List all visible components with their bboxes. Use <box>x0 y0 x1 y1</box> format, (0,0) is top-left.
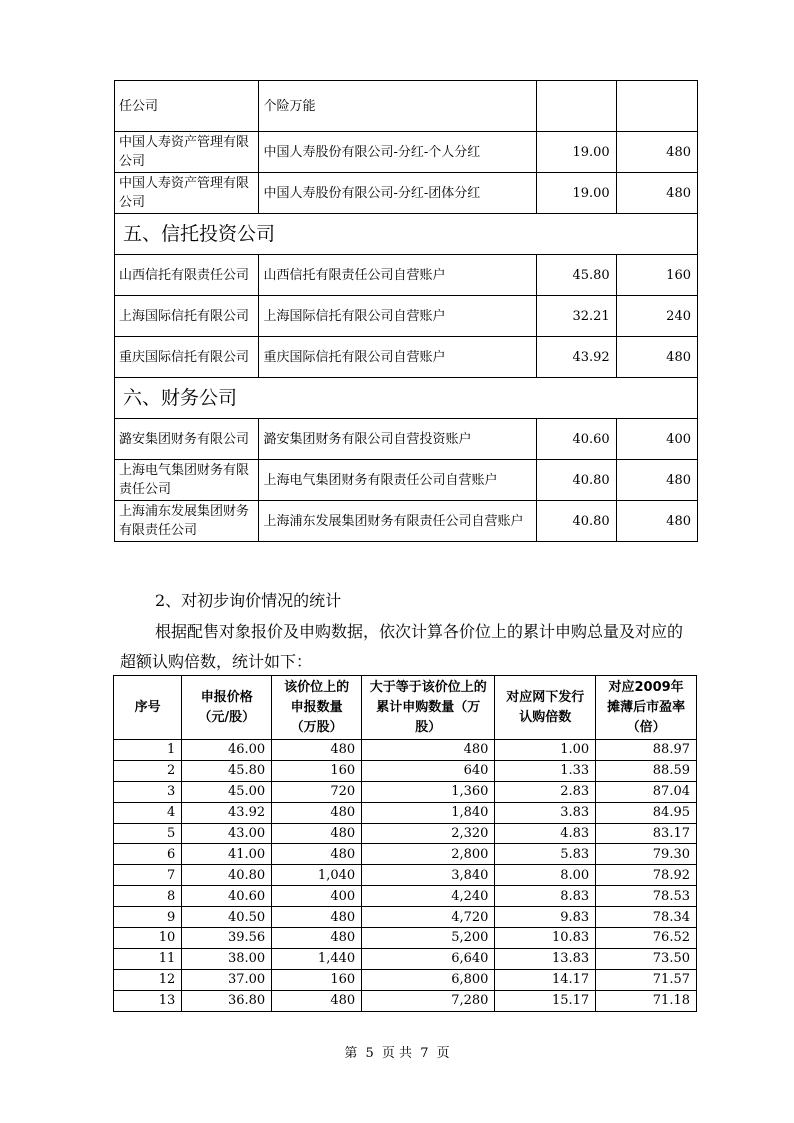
quantity-cell: 240 <box>616 296 697 337</box>
quantity-cell: 160 <box>272 969 362 990</box>
cumulative-cell: 2,800 <box>362 844 495 865</box>
price-cell: 43.92 <box>182 802 272 823</box>
table-row <box>115 173 698 214</box>
allocation-table <box>114 80 698 542</box>
account-cell: 中国人寿股份有限公司-分红-团体分红 <box>259 173 537 214</box>
index-cell: 12 <box>114 969 182 990</box>
index-cell: 1 <box>114 740 182 761</box>
footer-total-pages: 7 <box>420 1046 429 1061</box>
quantity-cell: 1,040 <box>272 865 362 886</box>
multiple-cell: 15.17 <box>495 990 596 1011</box>
cumulative-cell: 5,200 <box>362 928 495 949</box>
account-cell: 中国人寿股份有限公司-分红-个人分红 <box>259 132 537 173</box>
pe-cell: 78.92 <box>596 865 697 886</box>
section-title: 六、财务公司 <box>115 378 698 419</box>
multiple-cell: 14.17 <box>495 969 596 990</box>
pe-cell: 79.30 <box>596 844 697 865</box>
table-row <box>114 865 697 886</box>
price-cell: 41.00 <box>182 844 272 865</box>
pe-cell: 78.53 <box>596 886 697 907</box>
table-row <box>114 969 697 990</box>
multiple-cell: 9.83 <box>495 907 596 928</box>
quantity-cell: 720 <box>272 781 362 802</box>
price-cell: 43.92 <box>537 337 616 378</box>
section-title: 五、信托投资公司 <box>115 214 698 255</box>
subscription-table-body <box>114 740 697 1012</box>
quantity-cell: 480 <box>616 460 697 501</box>
price-cell: 45.80 <box>537 255 616 296</box>
cumulative-cell: 3,840 <box>362 865 495 886</box>
price-cell: 40.80 <box>182 865 272 886</box>
footer-label-post: 页 <box>436 1046 450 1061</box>
index-cell: 9 <box>114 907 182 928</box>
company-cell: 重庆国际信托有限公司 <box>115 337 259 378</box>
table-row <box>114 823 697 844</box>
pe-cell: 88.97 <box>596 740 697 761</box>
price-cell: 40.80 <box>537 501 616 542</box>
quantity-cell: 480 <box>272 844 362 865</box>
table-row <box>114 928 697 949</box>
page-footer <box>0 1042 794 1061</box>
company-cell: 上海电气集团财务有限责任公司 <box>115 460 259 501</box>
quantity-cell: 160 <box>616 255 697 296</box>
multiple-cell: 2.83 <box>495 781 596 802</box>
section-heading-statistics: 2、对初步询价情况的统计 <box>155 591 342 610</box>
quantity-cell: 400 <box>272 886 362 907</box>
table-row <box>114 760 697 781</box>
table-row <box>114 907 697 928</box>
section-row <box>115 378 698 419</box>
quantity-cell: 480 <box>616 501 697 542</box>
index-cell: 8 <box>114 886 182 907</box>
price-cell: 43.00 <box>182 823 272 844</box>
price-cell: 45.00 <box>182 781 272 802</box>
multiple-cell: 4.83 <box>495 823 596 844</box>
price-cell: 37.00 <box>182 969 272 990</box>
cumulative-cell: 4,720 <box>362 907 495 928</box>
footer-label-mid: 页 共 <box>381 1046 413 1061</box>
cumulative-cell: 2,320 <box>362 823 495 844</box>
pe-cell: 84.95 <box>596 802 697 823</box>
table-row <box>115 296 698 337</box>
pe-cell: 83.17 <box>596 823 697 844</box>
pe-cell: 71.18 <box>596 990 697 1011</box>
account-cell: 个险万能 <box>259 81 537 132</box>
table-row <box>115 460 698 501</box>
quantity-cell: 480 <box>616 173 697 214</box>
paragraph-line-1: 根据配售对象报价及申购数据，依次计算各价位上的累计申购总量及对应的 <box>155 622 684 641</box>
allocation-table-body <box>115 81 698 542</box>
index-cell: 11 <box>114 948 182 969</box>
index-cell: 10 <box>114 928 182 949</box>
company-cell: 中国人寿资产管理有限公司 <box>115 132 259 173</box>
paragraph-line-2: 超额认购倍数，统计如下： <box>120 652 313 671</box>
price-cell: 40.60 <box>182 886 272 907</box>
price-cell: 40.80 <box>537 460 616 501</box>
table-row <box>114 802 697 823</box>
header-pe: 对应2009年摊薄后市盈率（倍） <box>596 676 697 740</box>
table-row <box>114 948 697 969</box>
price-cell: 32.21 <box>537 296 616 337</box>
index-cell: 13 <box>114 990 182 1011</box>
pe-cell: 73.50 <box>596 948 697 969</box>
table-header-row <box>114 676 697 740</box>
cumulative-cell: 480 <box>362 740 495 761</box>
quantity-cell: 480 <box>272 740 362 761</box>
index-cell: 3 <box>114 781 182 802</box>
header-price: 申报价格（元/股） <box>182 676 272 740</box>
account-cell: 山西信托有限责任公司自营账户 <box>259 255 537 296</box>
multiple-cell: 3.83 <box>495 802 596 823</box>
pe-cell: 71.57 <box>596 969 697 990</box>
cumulative-cell: 6,640 <box>362 948 495 969</box>
pe-cell: 88.59 <box>596 760 697 781</box>
index-cell: 2 <box>114 760 182 781</box>
price-cell: 39.56 <box>182 928 272 949</box>
index-cell: 4 <box>114 802 182 823</box>
cumulative-cell: 640 <box>362 760 495 781</box>
pe-cell: 87.04 <box>596 781 697 802</box>
company-cell: 山西信托有限责任公司 <box>115 255 259 296</box>
table-row <box>114 781 697 802</box>
header-cumulative: 大于等于该价位上的累计申购数量（万股） <box>362 676 495 740</box>
account-cell: 重庆国际信托有限公司自营账户 <box>259 337 537 378</box>
cumulative-cell: 1,840 <box>362 802 495 823</box>
cumulative-cell: 1,360 <box>362 781 495 802</box>
table-row <box>114 740 697 761</box>
footer-label-pre: 第 <box>344 1046 358 1061</box>
header-index: 序号 <box>114 676 182 740</box>
table-row <box>115 337 698 378</box>
price-cell: 19.00 <box>537 132 616 173</box>
pe-cell: 76.52 <box>596 928 697 949</box>
index-cell: 6 <box>114 844 182 865</box>
account-cell: 上海电气集团财务有限责任公司自营账户 <box>259 460 537 501</box>
quantity-cell <box>616 81 697 132</box>
quantity-cell: 1,440 <box>272 948 362 969</box>
quantity-cell: 160 <box>272 760 362 781</box>
company-cell: 中国人寿资产管理有限公司 <box>115 173 259 214</box>
quantity-cell: 480 <box>272 907 362 928</box>
multiple-cell: 10.83 <box>495 928 596 949</box>
company-cell: 上海浦东发展集团财务有限责任公司 <box>115 501 259 542</box>
table-row <box>115 419 698 460</box>
cumulative-cell: 4,240 <box>362 886 495 907</box>
price-cell: 36.80 <box>182 990 272 1011</box>
quantity-cell: 480 <box>272 802 362 823</box>
multiple-cell: 8.83 <box>495 886 596 907</box>
company-cell: 潞安集团财务有限公司 <box>115 419 259 460</box>
table-row <box>114 990 697 1011</box>
price-cell: 40.50 <box>182 907 272 928</box>
quantity-cell: 480 <box>272 928 362 949</box>
quantity-cell: 480 <box>616 132 697 173</box>
quantity-cell: 480 <box>272 990 362 1011</box>
quantity-cell: 480 <box>616 337 697 378</box>
price-cell: 46.00 <box>182 740 272 761</box>
price-cell: 38.00 <box>182 948 272 969</box>
pe-cell: 78.34 <box>596 907 697 928</box>
quantity-cell: 480 <box>272 823 362 844</box>
company-cell: 任公司 <box>115 81 259 132</box>
table-row <box>115 81 698 132</box>
multiple-cell: 5.83 <box>495 844 596 865</box>
header-multiple: 对应网下发行认购倍数 <box>495 676 596 740</box>
multiple-cell: 8.00 <box>495 865 596 886</box>
account-cell: 潞安集团财务有限公司自营投资账户 <box>259 419 537 460</box>
account-cell: 上海浦东发展集团财务有限责任公司自营账户 <box>259 501 537 542</box>
table-row <box>114 844 697 865</box>
header-quantity: 该价位上的申报数量（万股） <box>272 676 362 740</box>
table-row <box>115 132 698 173</box>
table-row <box>115 501 698 542</box>
footer-page-number: 5 <box>365 1046 374 1061</box>
multiple-cell: 13.83 <box>495 948 596 969</box>
price-cell <box>537 81 616 132</box>
account-cell: 上海国际信托有限公司自营账户 <box>259 296 537 337</box>
price-cell: 19.00 <box>537 173 616 214</box>
index-cell: 7 <box>114 865 182 886</box>
cumulative-cell: 7,280 <box>362 990 495 1011</box>
price-cell: 45.80 <box>182 760 272 781</box>
cumulative-cell: 6,800 <box>362 969 495 990</box>
multiple-cell: 1.00 <box>495 740 596 761</box>
index-cell: 5 <box>114 823 182 844</box>
table-row <box>115 255 698 296</box>
price-cell: 40.60 <box>537 419 616 460</box>
table-row <box>114 886 697 907</box>
quantity-cell: 400 <box>616 419 697 460</box>
subscription-statistics-table <box>113 675 697 1012</box>
section-row <box>115 214 698 255</box>
company-cell: 上海国际信托有限公司 <box>115 296 259 337</box>
multiple-cell: 1.33 <box>495 760 596 781</box>
